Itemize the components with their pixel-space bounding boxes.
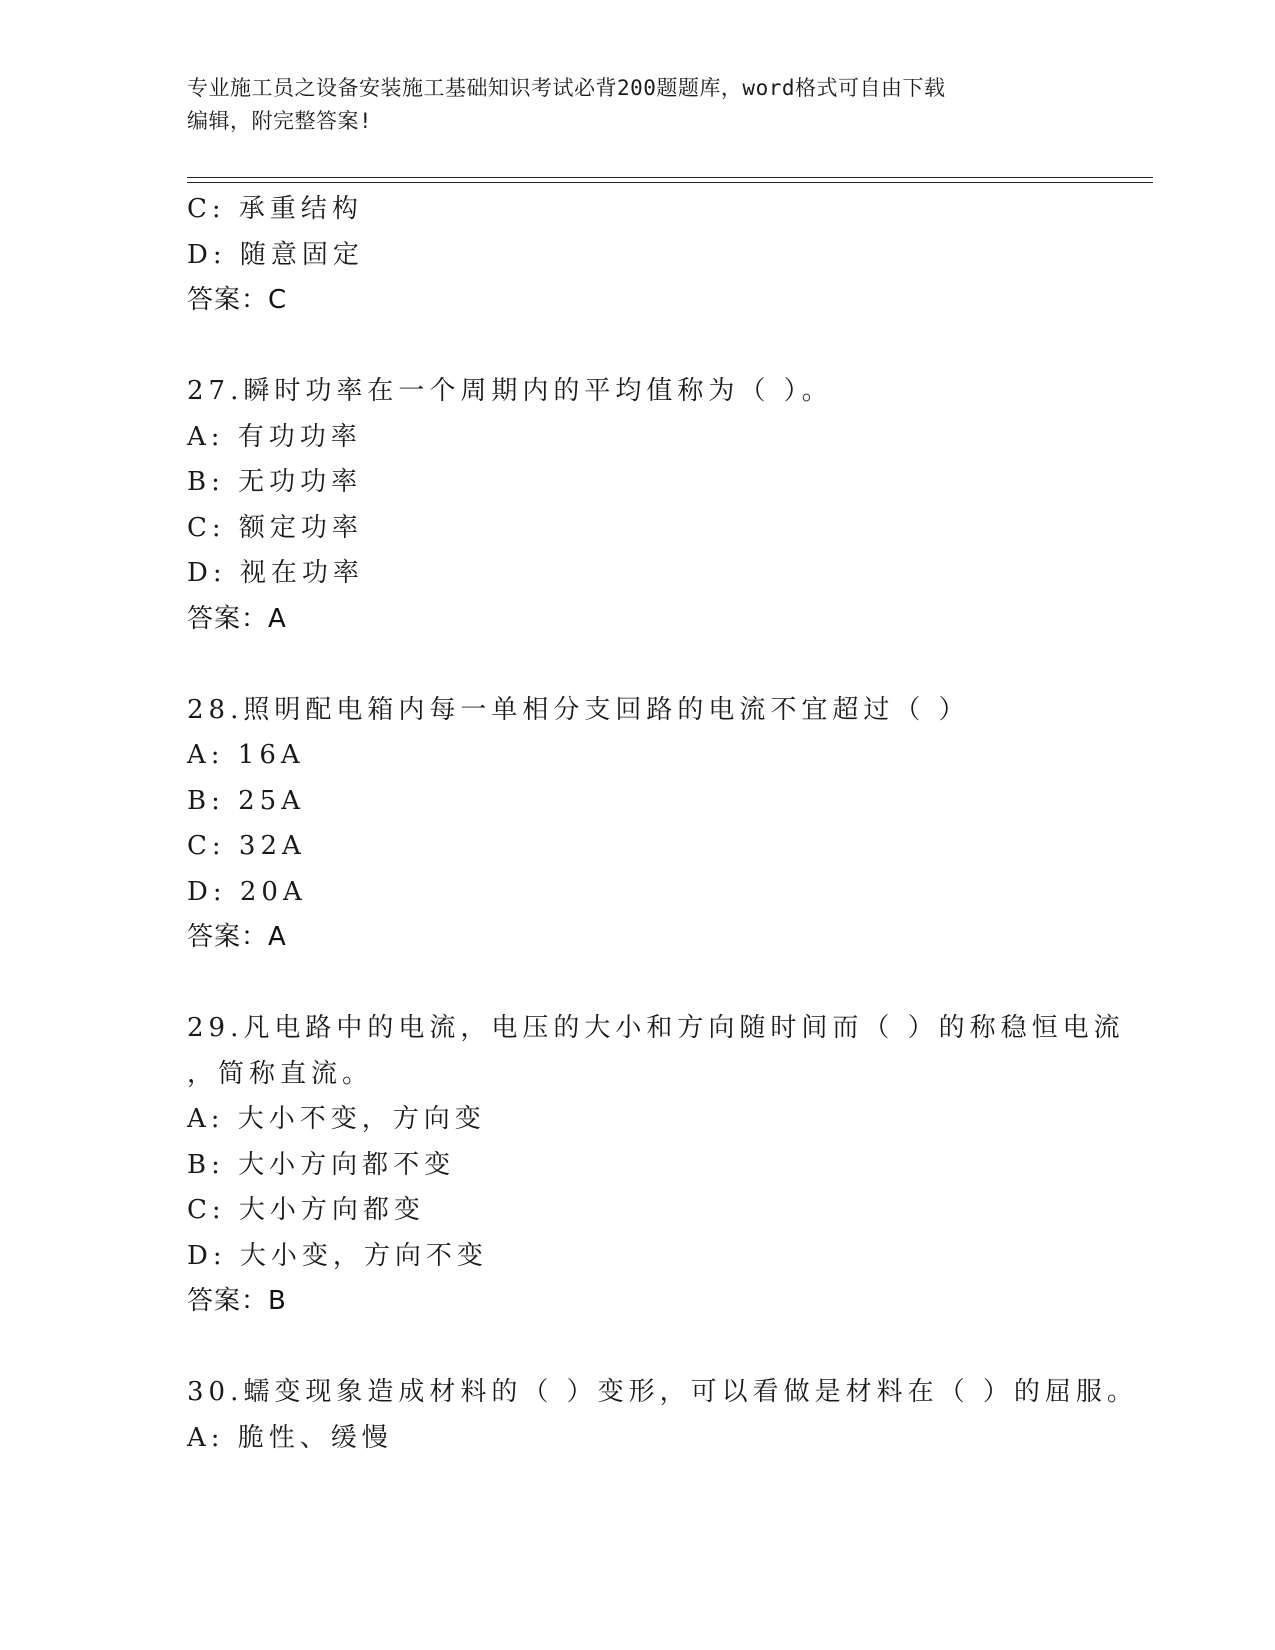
- option-a: A: 大小不变，方向变: [187, 1104, 486, 1134]
- question-stem: 29.凡电路中的电流，电压的大小和方向随时间而（ ）的称稳恒电流: [187, 1013, 1125, 1043]
- header-line-2: 编辑，附完整答案!: [187, 109, 373, 133]
- document-header: [187, 72, 1067, 138]
- option-d: D: 20A: [187, 876, 307, 907]
- answer: 答案：C: [187, 285, 288, 315]
- spacer: [187, 1325, 1087, 1371]
- question-28: [187, 688, 1087, 961]
- option-c: C: 32A: [187, 831, 306, 861]
- option-d: D: 随意固定: [187, 239, 364, 270]
- question-stem: 30.蠕变现象造成材料的（ ）变形，可以看做是材料在（ ）的屈服。: [187, 1377, 1138, 1407]
- header-line-1: 专业施工员之设备安装施工基础知识考试必背200题题库，word格式可自由下载: [187, 76, 946, 100]
- spacer: [187, 642, 1087, 688]
- question-stem: 27.瞬时功率在一个周期内的平均值称为（ ）。: [187, 376, 833, 406]
- spacer: [187, 324, 1087, 370]
- option-a: A: 有功功率: [187, 421, 362, 452]
- answer: 答案：A: [187, 922, 287, 952]
- question-29: [187, 1006, 1125, 1325]
- option-b: B: 无功功率: [187, 467, 363, 497]
- option-b: B: 大小方向都不变: [187, 1149, 456, 1180]
- answer: 答案：A: [187, 603, 287, 634]
- option-d: D: 视在功率: [187, 558, 364, 588]
- option-a: A: 16A: [187, 740, 305, 770]
- option-d: D: 大小变，方向不变: [187, 1240, 488, 1271]
- option-c: C: 额定功率: [187, 512, 363, 543]
- option-a: A: 脆性、缓慢: [187, 1422, 393, 1453]
- header-rule-bottom: [187, 182, 1153, 183]
- question-stem-continued: ，简称直流。: [187, 1058, 374, 1089]
- question-30: [187, 1370, 1138, 1461]
- answer: 答案：B: [187, 1286, 287, 1316]
- option-b: B: 25A: [187, 785, 305, 816]
- question-26-fragment: [187, 187, 1087, 324]
- spacer: [187, 961, 1087, 1007]
- header-rule-top: [187, 177, 1153, 178]
- question-27: [187, 369, 1087, 642]
- question-stem: 28.照明配电箱内每一单相分支回路的电流不宜超过（ ）: [187, 694, 970, 725]
- option-c: C: 大小方向都变: [187, 1195, 425, 1225]
- question-list: [187, 187, 1138, 1461]
- option-c: C: 承重结构: [187, 194, 363, 224]
